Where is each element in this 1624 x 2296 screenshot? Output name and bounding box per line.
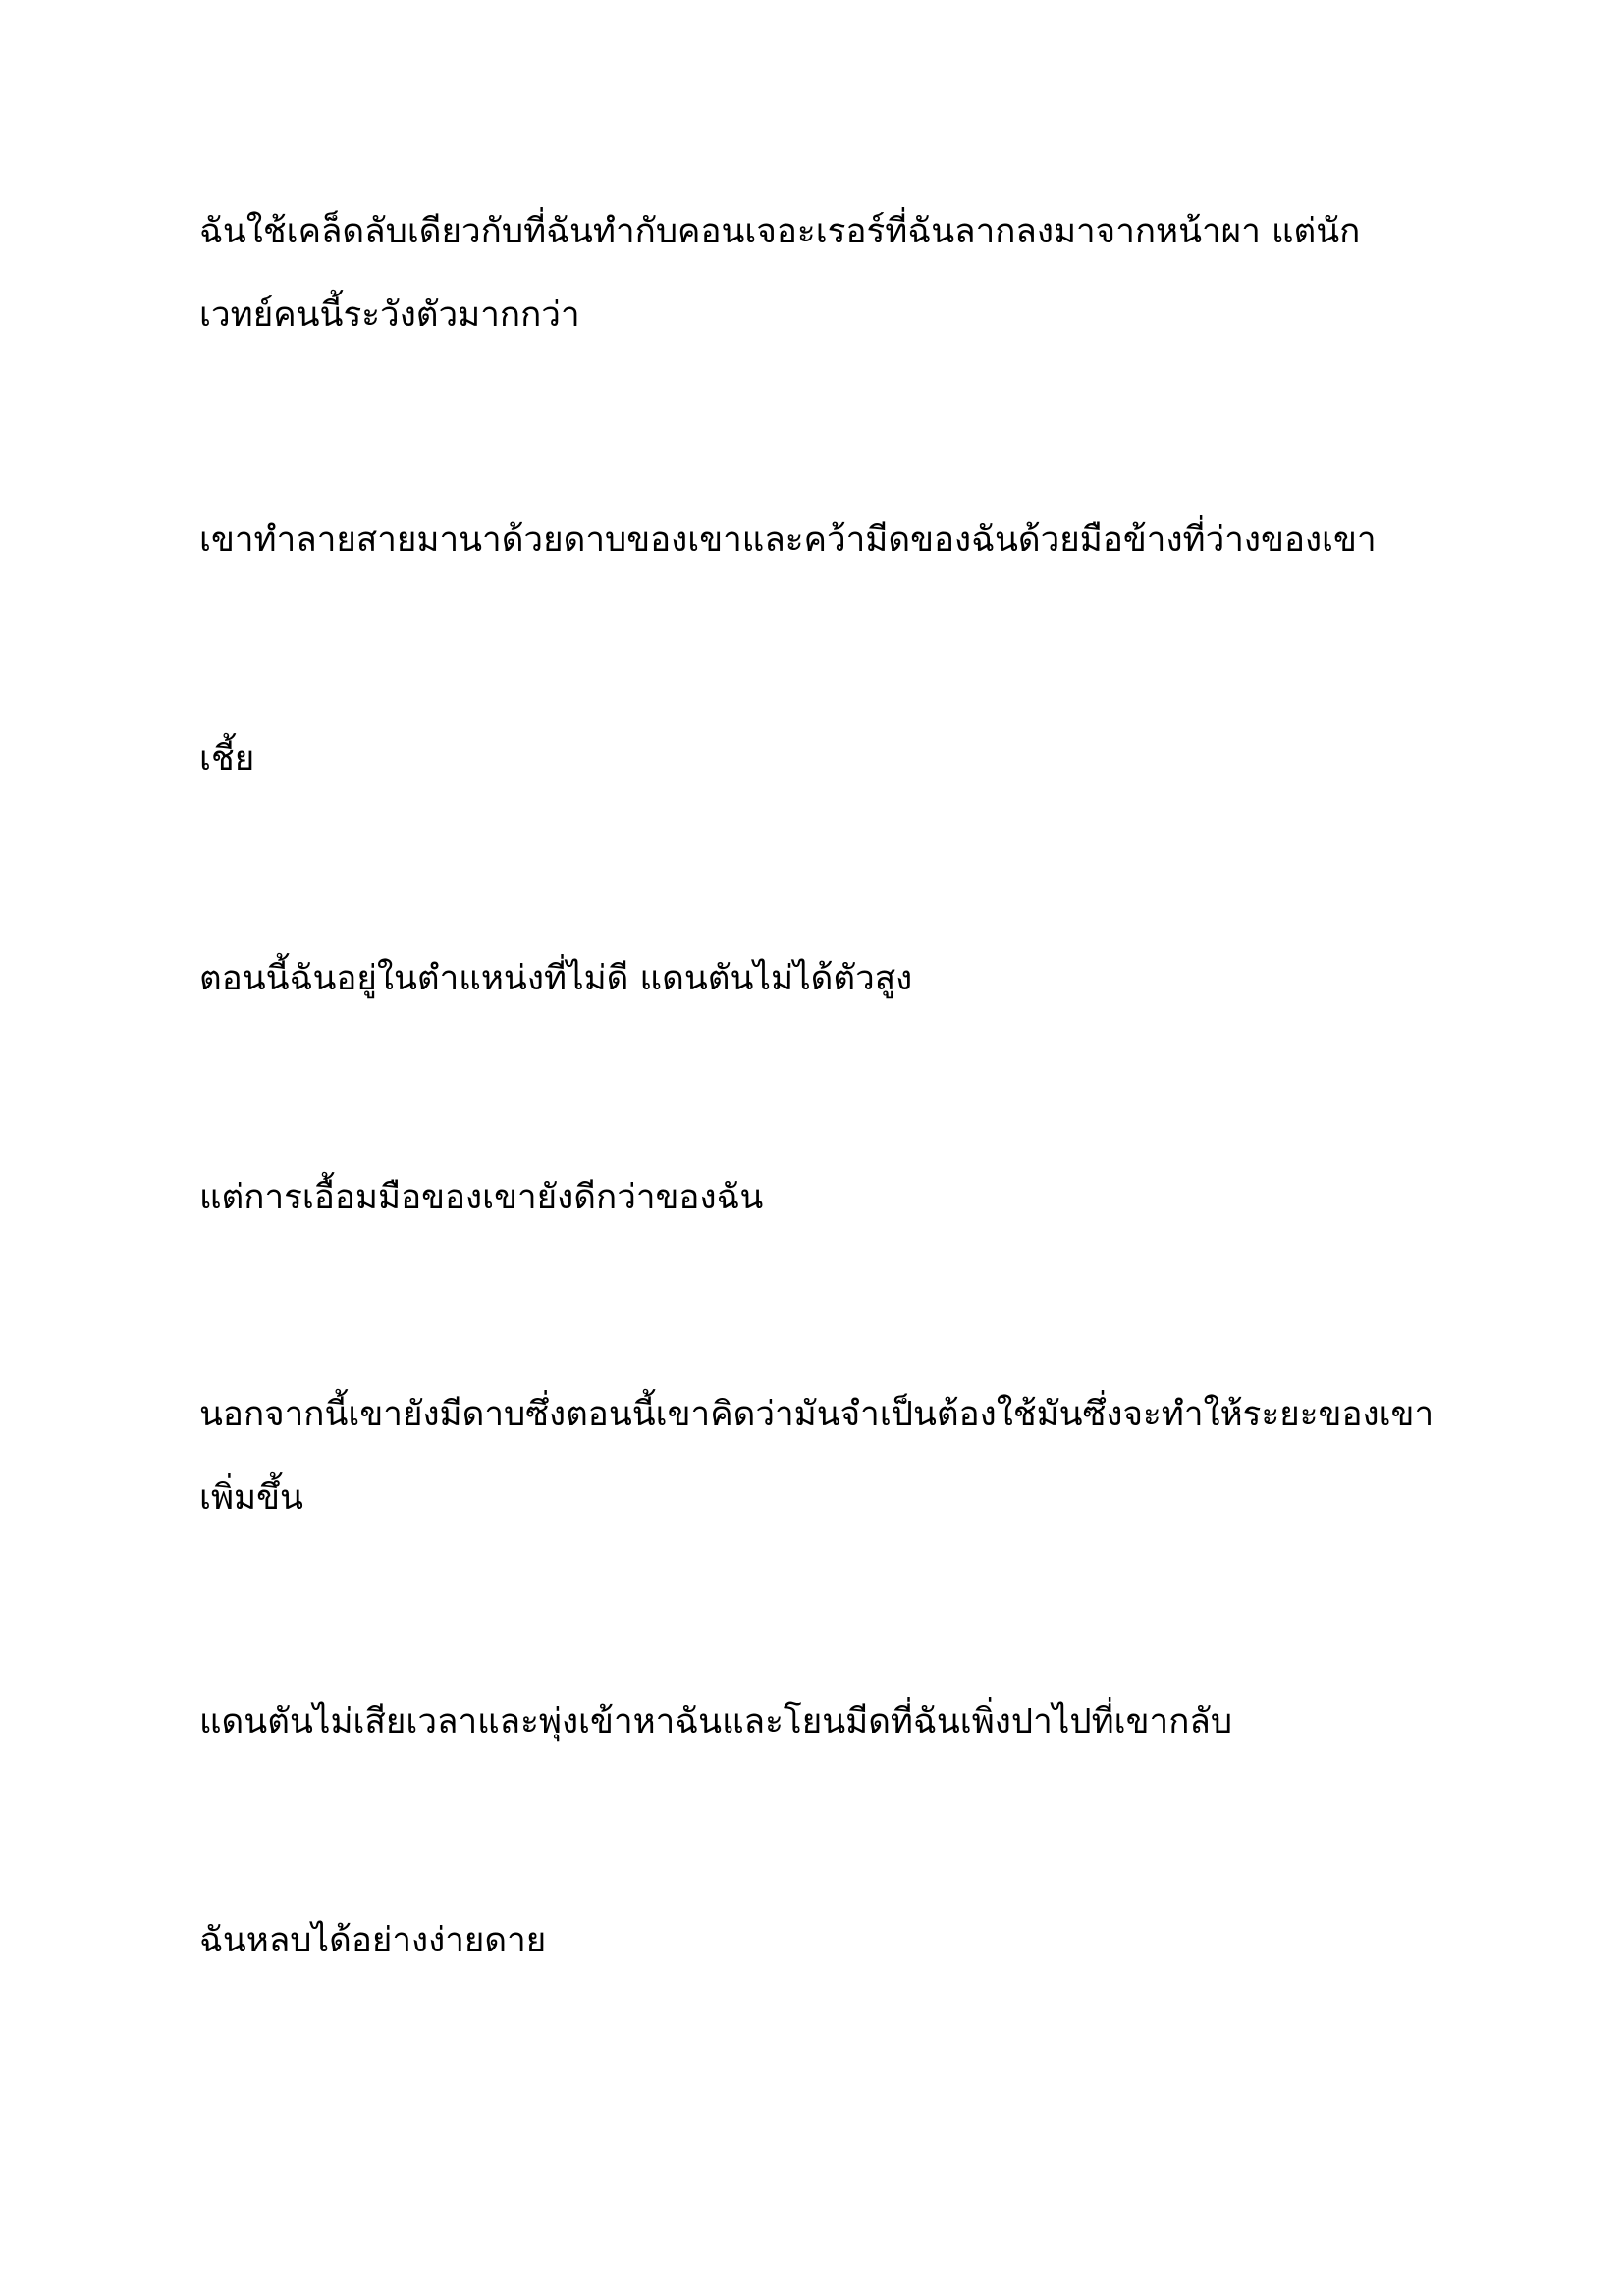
paragraph-3-line-1: เชี้ย xyxy=(199,739,255,778)
paragraph-1-line-1: ฉันใช้เคล็ดลับเดียวกับที่ฉันทำกับคอนเจอะเรอร์ที่ฉันลากลงมาจากหน้าผา แต่นัก xyxy=(199,212,1361,251)
paragraph-6 xyxy=(199,1373,1466,1540)
paragraph-6-line-1: นอกจากนี้เขายังมีดาบซึ่งตอนนี้เขาคิดว่ามันจำเป็นต้องใช้มันซึ่งจะทำให้ระยะของเขา xyxy=(199,1395,1435,1434)
paragraph-8 xyxy=(199,1899,1466,1983)
paragraph-2-line-1: เขาทำลายสายมานาด้วยดาบของเขาและคว้ามีดของฉันด้วยมือข้างที่ว่างของเขา xyxy=(199,520,1377,560)
paragraph-5 xyxy=(199,1156,1466,1240)
paragraph-4-line-1: ตอนนี้ฉันอยู่ในตำแหน่งที่ไม่ดี แดนตันไม่ได้ตัวสูง xyxy=(199,959,913,998)
paragraph-1-line-2: เวทย์คนนี้ระวังตัวมากกว่า xyxy=(199,295,580,335)
paragraph-3 xyxy=(199,718,1466,801)
paragraph-8-line-1: ฉันหลบได้อย่างง่ายดาย xyxy=(199,1921,547,1960)
paragraph-7 xyxy=(199,1681,1466,1764)
paragraph-2 xyxy=(199,499,1466,582)
paragraph-1 xyxy=(199,190,1466,357)
paragraph-7-line-1: แดนตันไม่เสียเวลาและพุ่งเข้าหาฉันและโยนมีดที่ฉันเพิ่งปาไปที่เขากลับ xyxy=(199,1702,1233,1741)
paragraph-6-line-2: เพิ่มขึ้น xyxy=(199,1478,303,1518)
paragraph-5-line-1: แต่การเอื้อมมือของเขายังดีกว่าของฉัน xyxy=(199,1178,764,1217)
paragraph-4 xyxy=(199,937,1466,1021)
